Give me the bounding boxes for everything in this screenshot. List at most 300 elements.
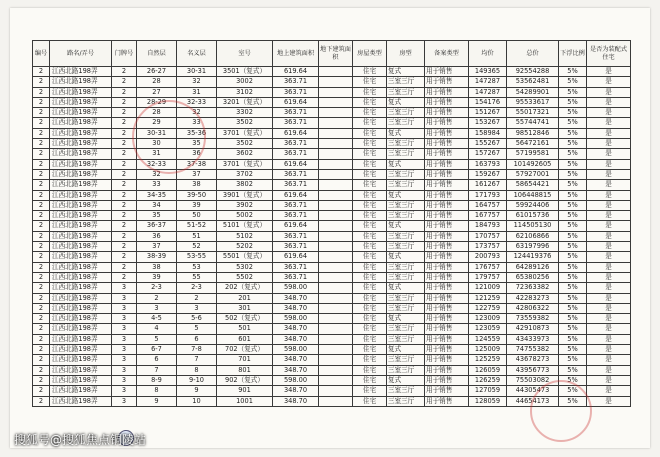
- table-cell: 124559: [469, 334, 507, 344]
- table-cell: 江西北路198弄: [50, 396, 112, 406]
- table-cell: 2: [33, 87, 50, 97]
- table-cell: 39: [137, 272, 177, 282]
- table-cell: 598.00: [273, 283, 319, 293]
- table-cell: 5%: [559, 334, 587, 344]
- table-cell: 3: [112, 365, 137, 375]
- table-cell: 3: [112, 334, 137, 344]
- table-cell: 2: [33, 242, 50, 252]
- table-cell: 5%: [559, 231, 587, 241]
- table-cell: 36: [137, 231, 177, 241]
- table-cell: 3: [112, 386, 137, 396]
- table-cell: 9: [177, 386, 217, 396]
- table-cell: 2: [112, 108, 137, 118]
- table-cell: 江西北路198弄: [50, 386, 112, 396]
- table-cell: 住宅: [353, 200, 387, 210]
- table-cell: 2: [112, 118, 137, 128]
- table-cell: 2: [33, 108, 50, 118]
- table-cell: 江西北路198弄: [50, 169, 112, 179]
- table-cell: 55744741: [507, 118, 559, 128]
- table-cell: [319, 118, 353, 128]
- table-cell: 2: [112, 221, 137, 231]
- table-cell: 2: [177, 293, 217, 303]
- table-cell: 55: [177, 272, 217, 282]
- table-cell: 363.71: [273, 87, 319, 97]
- table-cell: 3: [137, 303, 177, 313]
- table-cell: 2: [112, 128, 137, 138]
- table-cell: 37: [177, 169, 217, 179]
- table-cell: 121259: [469, 293, 507, 303]
- table-cell: 用于销售: [425, 314, 469, 324]
- table-cell: 用于销售: [425, 386, 469, 396]
- table-cell: [319, 231, 353, 241]
- table-cell: 52: [177, 242, 217, 252]
- price-table: [32, 40, 631, 407]
- table-cell: 复式: [387, 314, 425, 324]
- table-cell: 2: [33, 293, 50, 303]
- table-cell: 2: [33, 365, 50, 375]
- table-cell: [319, 345, 353, 355]
- table-row: [33, 272, 631, 282]
- table-cell: 2: [33, 211, 50, 221]
- table-cell: 是: [587, 375, 631, 385]
- table-cell: 是: [587, 221, 631, 231]
- table-cell: 601: [217, 334, 273, 344]
- table-cell: 2: [33, 221, 50, 231]
- table-cell: 35: [137, 211, 177, 221]
- table-cell: 28-29: [137, 97, 177, 107]
- table-cell: 42806322: [507, 303, 559, 313]
- table-cell: 2: [33, 386, 50, 396]
- table-cell: 用于销售: [425, 180, 469, 190]
- table-cell: 4-5: [137, 314, 177, 324]
- table-cell: 201: [217, 293, 273, 303]
- table-cell: 用于销售: [425, 169, 469, 179]
- table-cell: 3902: [217, 200, 273, 210]
- table-cell: [319, 303, 353, 313]
- table-cell: 65380256: [507, 272, 559, 282]
- table-row: [33, 334, 631, 344]
- table-cell: 128059: [469, 396, 507, 406]
- table-row: [33, 77, 631, 87]
- table-cell: 是: [587, 118, 631, 128]
- table-cell: 901: [217, 386, 273, 396]
- table-cell: 用于销售: [425, 365, 469, 375]
- table-cell: 3: [112, 396, 137, 406]
- table-cell: 用于销售: [425, 118, 469, 128]
- table-cell: 江西北路198弄: [50, 87, 112, 97]
- table-cell: 2: [112, 139, 137, 149]
- table-cell: 复式: [387, 283, 425, 293]
- table-cell: 是: [587, 262, 631, 272]
- table-cell: 江西北路198弄: [50, 128, 112, 138]
- table-cell: 5%: [559, 386, 587, 396]
- table-cell: 3: [112, 375, 137, 385]
- table-cell: 28: [137, 77, 177, 87]
- table-cell: 123009: [469, 314, 507, 324]
- table-cell: 是: [587, 386, 631, 396]
- table-cell: 住宅: [353, 324, 387, 334]
- table-cell: 2: [33, 118, 50, 128]
- table-cell: [319, 262, 353, 272]
- table-cell: 363.71: [273, 149, 319, 159]
- table-cell: 用于销售: [425, 242, 469, 252]
- table-cell: 江西北路198弄: [50, 262, 112, 272]
- table-cell: 51-52: [177, 221, 217, 231]
- table-cell: 三室三厅: [387, 180, 425, 190]
- table-cell: 三室三厅: [387, 77, 425, 87]
- table-cell: [319, 355, 353, 365]
- table-cell: 住宅: [353, 262, 387, 272]
- table-cell: 61015736: [507, 211, 559, 221]
- table-cell: 用于销售: [425, 262, 469, 272]
- table-cell: 30-31: [137, 128, 177, 138]
- table-cell: 三室三厅: [387, 262, 425, 272]
- table-cell: 363.71: [273, 139, 319, 149]
- table-cell: 三室三厅: [387, 324, 425, 334]
- table-cell: 42910873: [507, 324, 559, 334]
- table-cell: 3201（复式）: [217, 97, 273, 107]
- table-cell: 2: [112, 169, 137, 179]
- column-header: 地下建筑面积: [319, 41, 353, 67]
- table-cell: 住宅: [353, 334, 387, 344]
- table-cell: 三室三厅: [387, 169, 425, 179]
- table-cell: 住宅: [353, 149, 387, 159]
- table-cell: 江西北路198弄: [50, 108, 112, 118]
- table-cell: 江西北路198弄: [50, 180, 112, 190]
- table-cell: 2: [33, 180, 50, 190]
- table-cell: 44654173: [507, 396, 559, 406]
- table-cell: 619.64: [273, 97, 319, 107]
- table-row: [33, 252, 631, 262]
- table-cell: 三室三厅: [387, 386, 425, 396]
- table-cell: 用于销售: [425, 355, 469, 365]
- table-cell: 5%: [559, 314, 587, 324]
- table-cell: 三室三厅: [387, 231, 425, 241]
- table-cell: 363.71: [273, 211, 319, 221]
- table-cell: 住宅: [353, 252, 387, 262]
- table-cell: 6: [177, 334, 217, 344]
- table-cell: 2: [33, 169, 50, 179]
- table-cell: 2: [112, 242, 137, 252]
- table-cell: 170757: [469, 231, 507, 241]
- table-cell: [319, 252, 353, 262]
- table-cell: 147287: [469, 77, 507, 87]
- table-cell: 9-10: [177, 375, 217, 385]
- table-cell: 3901（复式）: [217, 190, 273, 200]
- table-cell: 163793: [469, 159, 507, 169]
- table-cell: 53562481: [507, 77, 559, 87]
- table-cell: 2: [33, 324, 50, 334]
- table-cell: 江西北路198弄: [50, 324, 112, 334]
- table-cell: 用于销售: [425, 221, 469, 231]
- table-cell: 2-3: [177, 283, 217, 293]
- table-cell: 2: [112, 190, 137, 200]
- table-cell: [319, 190, 353, 200]
- table-cell: 三室三厅: [387, 303, 425, 313]
- table-cell: 29: [137, 118, 177, 128]
- table-row: [33, 211, 631, 221]
- table-cell: 用于销售: [425, 190, 469, 200]
- table-cell: 92554288: [507, 67, 559, 77]
- table-cell: 江西北路198弄: [50, 97, 112, 107]
- table-cell: 702（复式）: [217, 345, 273, 355]
- table-cell: [319, 314, 353, 324]
- table-cell: 是: [587, 355, 631, 365]
- table-cell: [319, 365, 353, 375]
- table-cell: 住宅: [353, 283, 387, 293]
- table-cell: 三室三厅: [387, 272, 425, 282]
- table-cell: 619.64: [273, 221, 319, 231]
- table-cell: 363.71: [273, 118, 319, 128]
- table-cell: 8-9: [137, 375, 177, 385]
- table-cell: 37-38: [177, 159, 217, 169]
- table-row: [33, 97, 631, 107]
- table-cell: 9: [137, 396, 177, 406]
- table-row: [33, 231, 631, 241]
- table-cell: 301: [217, 303, 273, 313]
- table-cell: 住宅: [353, 303, 387, 313]
- table-cell: [319, 159, 353, 169]
- table-cell: 173757: [469, 242, 507, 252]
- table-cell: 2: [112, 231, 137, 241]
- table-cell: 复式: [387, 190, 425, 200]
- table-cell: [319, 200, 353, 210]
- table-cell: 2: [33, 272, 50, 282]
- table-cell: 2: [112, 87, 137, 97]
- table-cell: 住宅: [353, 365, 387, 375]
- table-cell: 是: [587, 252, 631, 262]
- table-cell: [319, 77, 353, 87]
- table-cell: [319, 180, 353, 190]
- table-cell: 98512846: [507, 128, 559, 138]
- table-cell: 619.64: [273, 128, 319, 138]
- column-header: 总价: [507, 41, 559, 67]
- table-row: [33, 118, 631, 128]
- table-cell: 5%: [559, 77, 587, 87]
- table-row: [33, 169, 631, 179]
- table-cell: 江西北路198弄: [50, 252, 112, 262]
- table-row: [33, 221, 631, 231]
- table-cell: 3: [177, 303, 217, 313]
- table-cell: 是: [587, 169, 631, 179]
- table-cell: 3: [112, 303, 137, 313]
- table-cell: 5%: [559, 221, 587, 231]
- table-row: [33, 262, 631, 272]
- table-cell: 2: [33, 149, 50, 159]
- table-cell: 5%: [559, 211, 587, 221]
- table-cell: 住宅: [353, 87, 387, 97]
- table-cell: 164757: [469, 200, 507, 210]
- table-cell: 复式: [387, 375, 425, 385]
- table-cell: 复式: [387, 97, 425, 107]
- column-header: 下浮比例: [559, 41, 587, 67]
- table-cell: 51: [177, 231, 217, 241]
- table-cell: 住宅: [353, 242, 387, 252]
- table-cell: 用于销售: [425, 396, 469, 406]
- table-cell: 江西北路198弄: [50, 283, 112, 293]
- table-row: [33, 283, 631, 293]
- table-cell: 江西北路198弄: [50, 345, 112, 355]
- table-cell: 5%: [559, 149, 587, 159]
- table-cell: 26-27: [137, 67, 177, 77]
- column-header: 地上建筑面积: [273, 41, 319, 67]
- table-cell: 32: [137, 169, 177, 179]
- table-cell: 江西北路198弄: [50, 355, 112, 365]
- table-cell: [319, 108, 353, 118]
- table-cell: 是: [587, 67, 631, 77]
- table-cell: 住宅: [353, 180, 387, 190]
- table-cell: 住宅: [353, 293, 387, 303]
- table-cell: 用于销售: [425, 211, 469, 221]
- table-cell: 三室三厅: [387, 118, 425, 128]
- table-cell: 5%: [559, 252, 587, 262]
- table-cell: 住宅: [353, 169, 387, 179]
- table-row: [33, 180, 631, 190]
- table-cell: 154176: [469, 97, 507, 107]
- table-cell: 363.71: [273, 108, 319, 118]
- table-cell: 176757: [469, 262, 507, 272]
- table-cell: 2: [33, 375, 50, 385]
- table-cell: 3: [112, 345, 137, 355]
- table-cell: 7: [177, 355, 217, 365]
- column-header: 房型: [387, 41, 425, 67]
- table-cell: 住宅: [353, 231, 387, 241]
- table-cell: 363.71: [273, 77, 319, 87]
- table-cell: 30: [137, 139, 177, 149]
- table-row: [33, 293, 631, 303]
- table-cell: 701: [217, 355, 273, 365]
- table-cell: 3502: [217, 139, 273, 149]
- table-cell: 363.71: [273, 272, 319, 282]
- table-cell: 5102: [217, 231, 273, 241]
- table-cell: 复式: [387, 159, 425, 169]
- table-cell: 5%: [559, 159, 587, 169]
- table-cell: 5%: [559, 108, 587, 118]
- document-sheet: [10, 8, 650, 448]
- table-cell: 57927001: [507, 169, 559, 179]
- table-cell: 3502: [217, 118, 273, 128]
- table-cell: 5: [177, 324, 217, 334]
- watermark-text: 搜狐号@搜狐焦点铜陵站: [14, 433, 147, 447]
- table-cell: 是: [587, 77, 631, 87]
- table-cell: 5%: [559, 365, 587, 375]
- table-cell: [319, 396, 353, 406]
- table-cell: 42283273: [507, 293, 559, 303]
- table-cell: 住宅: [353, 386, 387, 396]
- table-row: [33, 375, 631, 385]
- table-cell: 5%: [559, 293, 587, 303]
- table-cell: [319, 221, 353, 231]
- table-cell: 39: [177, 200, 217, 210]
- table-cell: [319, 97, 353, 107]
- table-row: [33, 87, 631, 97]
- table-cell: 2: [33, 190, 50, 200]
- table-cell: 用于销售: [425, 293, 469, 303]
- table-cell: 35: [177, 139, 217, 149]
- table-cell: 用于销售: [425, 149, 469, 159]
- table-cell: 是: [587, 87, 631, 97]
- table-cell: 125009: [469, 345, 507, 355]
- table-cell: 5%: [559, 375, 587, 385]
- column-header: 均价: [469, 41, 507, 67]
- table-cell: 619.64: [273, 67, 319, 77]
- table-cell: 是: [587, 128, 631, 138]
- table-cell: 是: [587, 365, 631, 375]
- table-row: [33, 314, 631, 324]
- table-cell: 2: [112, 67, 137, 77]
- table-cell: 住宅: [353, 314, 387, 324]
- table-cell: 住宅: [353, 272, 387, 282]
- table-cell: 151267: [469, 108, 507, 118]
- table-cell: 126259: [469, 375, 507, 385]
- table-cell: 31: [137, 149, 177, 159]
- table-cell: 124419376: [507, 252, 559, 262]
- table-cell: 363.71: [273, 262, 319, 272]
- table-cell: 用于销售: [425, 108, 469, 118]
- table-cell: 5%: [559, 303, 587, 313]
- table-cell: 2: [112, 180, 137, 190]
- table-cell: [319, 211, 353, 221]
- table-cell: 住宅: [353, 221, 387, 231]
- table-cell: 363.71: [273, 169, 319, 179]
- table-cell: 3002: [217, 77, 273, 87]
- table-cell: 32-33: [177, 97, 217, 107]
- table-cell: [319, 272, 353, 282]
- table-cell: 2: [112, 159, 137, 169]
- table-cell: 是: [587, 272, 631, 282]
- table-cell: 5101（复式）: [217, 221, 273, 231]
- table-cell: 3702: [217, 169, 273, 179]
- table-cell: 2: [33, 283, 50, 293]
- table-cell: [319, 293, 353, 303]
- table-cell: 95533617: [507, 97, 559, 107]
- table-cell: 住宅: [353, 139, 387, 149]
- table-cell: 3302: [217, 108, 273, 118]
- table-cell: 202（复式）: [217, 283, 273, 293]
- table-cell: 34: [137, 200, 177, 210]
- table-cell: 32: [177, 108, 217, 118]
- table-cell: 用于销售: [425, 139, 469, 149]
- table-cell: 三室三厅: [387, 149, 425, 159]
- table-cell: 43433973: [507, 334, 559, 344]
- table-header-row: [33, 41, 631, 67]
- table-cell: 3: [112, 324, 137, 334]
- table-cell: 2: [33, 77, 50, 87]
- table-cell: 5002: [217, 211, 273, 221]
- table-cell: 38: [137, 262, 177, 272]
- table-cell: 3701（复式）: [217, 159, 273, 169]
- table-cell: 126059: [469, 365, 507, 375]
- table-cell: 37: [137, 242, 177, 252]
- table-cell: 114505130: [507, 221, 559, 231]
- table-cell: 用于销售: [425, 77, 469, 87]
- table-cell: 56472161: [507, 139, 559, 149]
- table-cell: 10: [177, 396, 217, 406]
- table-cell: 348.70: [273, 293, 319, 303]
- table-cell: 619.64: [273, 159, 319, 169]
- table-cell: 江西北路198弄: [50, 242, 112, 252]
- table-cell: 38-39: [137, 252, 177, 262]
- table-cell: 54289901: [507, 87, 559, 97]
- table-cell: 171793: [469, 190, 507, 200]
- table-cell: 64289126: [507, 262, 559, 272]
- table-cell: 是: [587, 303, 631, 313]
- table-cell: 619.64: [273, 190, 319, 200]
- table-cell: 5%: [559, 262, 587, 272]
- table-cell: 是: [587, 242, 631, 252]
- table-cell: 5202: [217, 242, 273, 252]
- table-cell: 2: [33, 396, 50, 406]
